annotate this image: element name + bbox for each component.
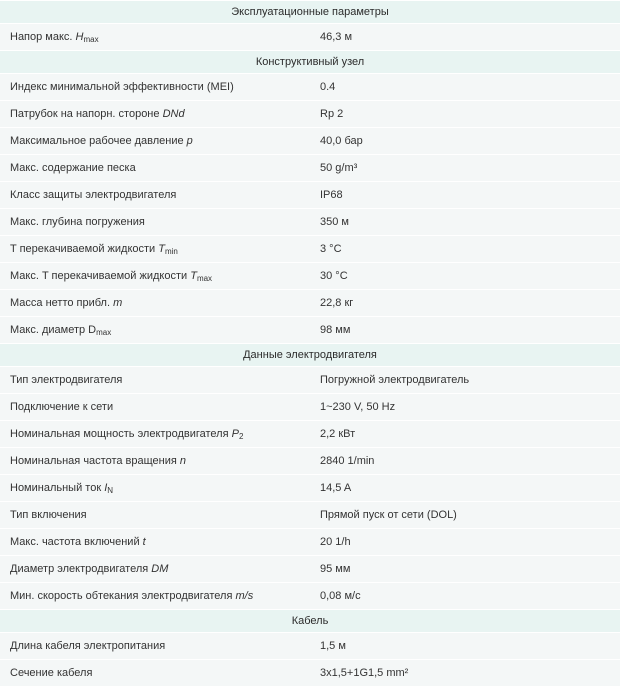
table-row [0, 74, 620, 101]
spec-label [0, 556, 310, 583]
spec-label [0, 209, 310, 236]
spec-label [0, 421, 310, 448]
variable-symbol: m/s [235, 590, 254, 602]
spec-value: 95 мм [310, 556, 620, 583]
spec-label-text: Масса нетто прибл. m [10, 297, 123, 309]
spec-label [0, 182, 310, 209]
section-header-row [0, 51, 620, 74]
spec-label-subscript: max [83, 35, 99, 44]
section-header-label: Конструктивный узел [0, 51, 620, 74]
variable-symbol: H [75, 31, 84, 43]
table-row [0, 556, 620, 583]
table-row [0, 209, 620, 236]
table-row [0, 502, 620, 529]
spec-label-text: Тип включения [10, 509, 87, 521]
spec-label-text: Макс. частота включений t [10, 536, 146, 548]
spec-label [0, 263, 310, 290]
spec-label-text: Максимальное рабочее давление p [10, 135, 193, 147]
spec-label-text: Номинальный ток I [10, 482, 108, 494]
table-row [0, 394, 620, 421]
variable-symbol: n [179, 455, 187, 467]
table-row [0, 101, 620, 128]
spec-label [0, 128, 310, 155]
spec-label [0, 394, 310, 421]
spec-label [0, 24, 310, 51]
table-row [0, 263, 620, 290]
spec-value: 3 °C [310, 236, 620, 263]
table-row [0, 128, 620, 155]
spec-label-text: Тип электродвигателя [10, 374, 123, 386]
variable-symbol: t [142, 536, 146, 548]
spec-label [0, 448, 310, 475]
spec-label-text: Класс защиты электродвигателя [10, 189, 177, 201]
spec-label-text: Диаметр электродвигателя DM [10, 563, 169, 575]
spec-label [0, 475, 310, 502]
table-row [0, 448, 620, 475]
spec-label [0, 74, 310, 101]
variable-symbol: P [231, 428, 239, 440]
spec-value: 20 1/h [310, 529, 620, 556]
spec-value: Rp 2 [310, 101, 620, 128]
section-header-row [0, 1, 620, 24]
table-row [0, 155, 620, 182]
table-row [0, 236, 620, 263]
spec-label-text: Номинальная частота вращения n [10, 455, 187, 467]
spec-value: 40,0 бар [310, 128, 620, 155]
spec-label [0, 502, 310, 529]
spec-label [0, 290, 310, 317]
spec-label-subscript: max [196, 274, 213, 283]
spec-value: 22,8 кг [310, 290, 620, 317]
spec-value: 2,2 кВт [310, 421, 620, 448]
spec-value: 98 мм [310, 317, 620, 344]
spec-label-text: Напор макс. H [10, 31, 84, 43]
spec-value: 50 g/m³ [310, 155, 620, 182]
spec-label-subscript: 2 [238, 432, 244, 441]
section-header-row [0, 344, 620, 367]
spec-label [0, 583, 310, 610]
spec-label-text: Макс. диаметр D [10, 324, 97, 336]
spec-value: 0.4 [310, 74, 620, 101]
spec-value: 1,5 м [310, 633, 620, 660]
variable-symbol: p [186, 135, 193, 147]
spec-label-subscript: min [164, 247, 178, 256]
spec-label [0, 236, 310, 263]
spec-label-text: Подключение к сети [10, 401, 114, 413]
table-row [0, 182, 620, 209]
variable-symbol: DNd [162, 108, 185, 120]
spec-label-text: Сечение кабеля [10, 667, 93, 679]
spec-value: 1~230 V, 50 Hz [310, 394, 620, 421]
spec-value: 350 м [310, 209, 620, 236]
spec-value: 0,08 м/с [310, 583, 620, 610]
section-header-label: Эксплуатационные параметры [0, 1, 620, 24]
spec-label [0, 367, 310, 394]
section-header-label: Кабель [0, 610, 620, 633]
table-row [0, 660, 620, 687]
spec-label-text: Макс. T перекачиваемой жидкости T [10, 270, 197, 282]
spec-label-text: T перекачиваемой жидкости T [10, 243, 165, 255]
variable-symbol: DM [151, 563, 169, 575]
spec-label-text: Макс. глубина погружения [10, 216, 145, 228]
table-row [0, 367, 620, 394]
table-row [0, 633, 620, 660]
table-row [0, 290, 620, 317]
spec-label-subscript: max [96, 328, 112, 337]
spec-label [0, 101, 310, 128]
spec-value: 30 °C [310, 263, 620, 290]
spec-label [0, 529, 310, 556]
spec-label-text: Патрубок на напорн. стороне DNd [10, 108, 185, 120]
spec-label [0, 317, 310, 344]
spec-value: 14,5 A [310, 475, 620, 502]
spec-label-text: Номинальная мощность электродвигателя P [10, 428, 239, 440]
spec-label-subscript: N [107, 486, 114, 495]
variable-symbol: T [190, 270, 197, 282]
table-row [0, 475, 620, 502]
spec-label-text: Индекс минимальной эффективности (MEI) [10, 81, 234, 93]
section-header-row [0, 610, 620, 633]
spec-value: Прямой пуск от сети (DOL) [310, 502, 620, 529]
table-row [0, 317, 620, 344]
spec-label-text: Длина кабеля электропитания [10, 640, 166, 652]
table-row [0, 24, 620, 51]
variable-symbol: T [158, 243, 165, 255]
section-header-label: Данные электродвигателя [0, 344, 620, 367]
spec-label-text: Мин. скорость обтекания электродвигателя m/s [10, 590, 254, 602]
variable-symbol: m [113, 297, 123, 309]
table-row [0, 529, 620, 556]
spec-value: Погружной электродвигатель [310, 367, 620, 394]
variable-symbol: I [104, 482, 108, 494]
spec-label [0, 660, 310, 687]
spec-value: IP68 [310, 182, 620, 209]
spec-value: 46,3 м [310, 24, 620, 51]
spec-value: 2840 1/min [310, 448, 620, 475]
spec-label [0, 155, 310, 182]
spec-label [0, 633, 310, 660]
table-row [0, 421, 620, 448]
spec-label-text: Макс. содержание песка [10, 162, 136, 174]
table-row [0, 583, 620, 610]
spec-value: 3x1,5+1G1,5 mm² [310, 660, 620, 687]
specifications-table-body [0, 1, 620, 687]
